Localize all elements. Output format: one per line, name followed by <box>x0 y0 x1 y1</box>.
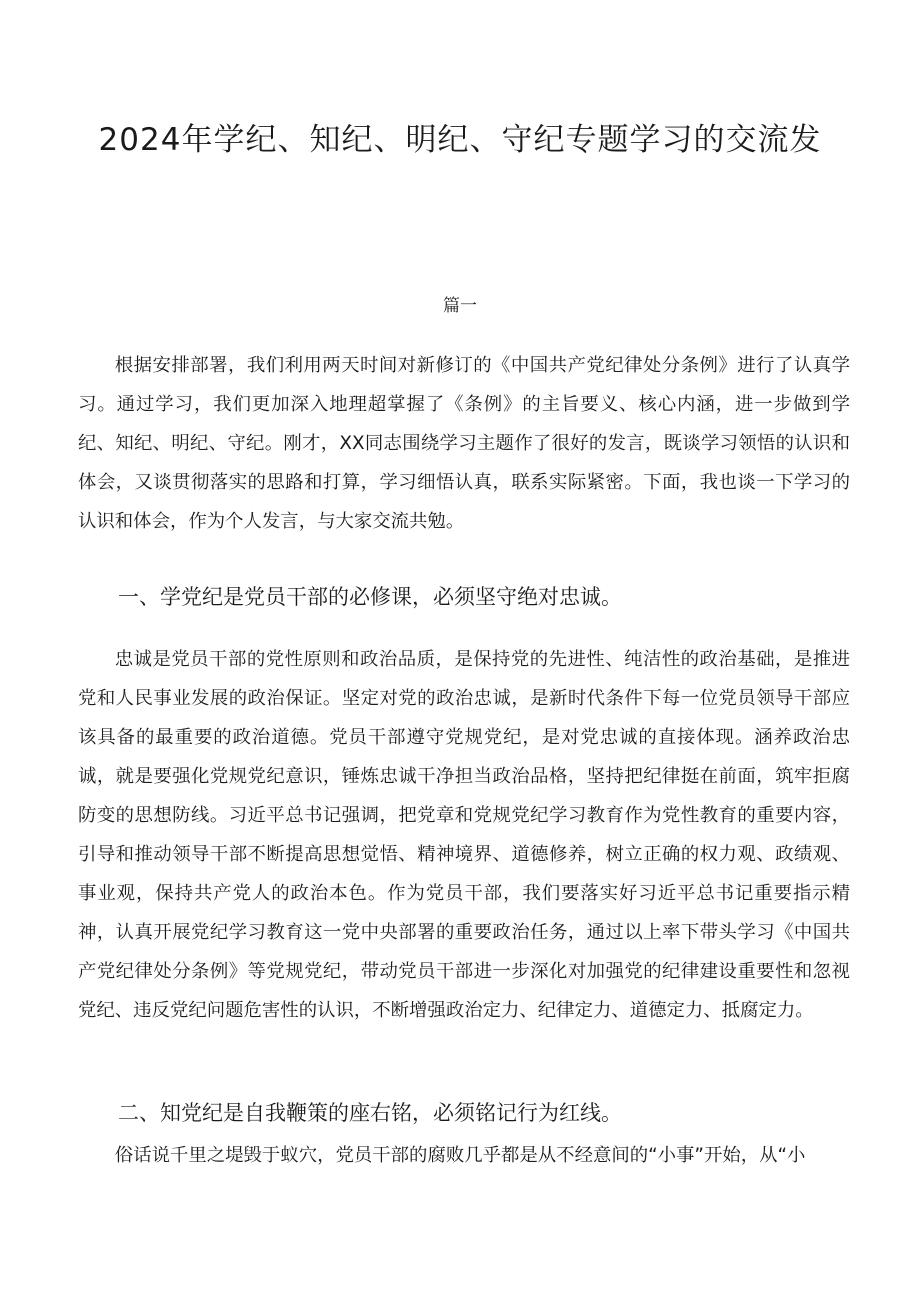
section-label: 篇一 <box>443 296 477 316</box>
intro-paragraph: 根据安排部署，我们利用两天时间对新修订的《中国共产党纪律处分条例》进行了认真学习。通过学习，我们更加深入地理超掌握了《条例》的主旨要义、核心内涵，进一步做到学纪、知纪、明纪、守纪。刚才，XX同志围绕学习主题作了很好的发言，既谈学习领悟的认识和体会，又谈贯彻落实的思路和打算，学习细悟认真，联系实际紧密。下面，我也谈一下学习的认识和体会，作为个人发言，与大家交流共勉。 <box>78 355 850 532</box>
proverb-paragraph: 俗话说千里之堤毁于蚁穴，党员干部的腐败几乎都是从不经意间的“小事”开始，从“小 <box>114 1145 806 1166</box>
heading-one: 一、学党纪是党员干部的必修课，必须坚守绝对忠诚。 <box>118 585 622 609</box>
heading-two: 二、知党纪是自我鞭策的座右铭，必须铭记行为红线。 <box>118 1101 622 1125</box>
document-title: 2024年学纪、知纪、明纪、守纪专题学习的交流发 <box>98 122 822 158</box>
loyalty-paragraph: 忠诚是党员干部的党性原则和政治品质，是保持党的先进性、纯洁性的政治基础，是推进党和人民事业发展的政治保证。坚定对党的政治忠诚，是新时代条件下每一位党员领导干部应该具备的最重要的政治道德。党员干部遵守党规党纪，是对党忠诚的直接体现。涵养政治忠诚，就是要强化党规党纪意识，锤炼忠诚干净担当政治品格，坚持把纪律挺在前面，筑牢拒腐防变的思想防线。习近平总书记强调，把党章和党规党纪学习教育作为党性教育的重要内容，引导和推动领导干部不断提高思想觉悟、精神境界、道德修养，树立正确的权力观、政绩观、事业观，保持共产党人的政治本色。作为党员干部，我们要落实好习近平总书记重要指示精神，认真开展党纪学习教育这一党中央部署的重要政治任务，通过以上率下带头学习《中国共产党纪律处分条例》等党规党纪，带动党员干部进一步深化对加强党的纪律建设重要性和忽视党纪、违反党纪问题危害性的认识，不断增强政治定力、纪律定力、道德定力、抵腐定力。 <box>78 649 850 1021</box>
